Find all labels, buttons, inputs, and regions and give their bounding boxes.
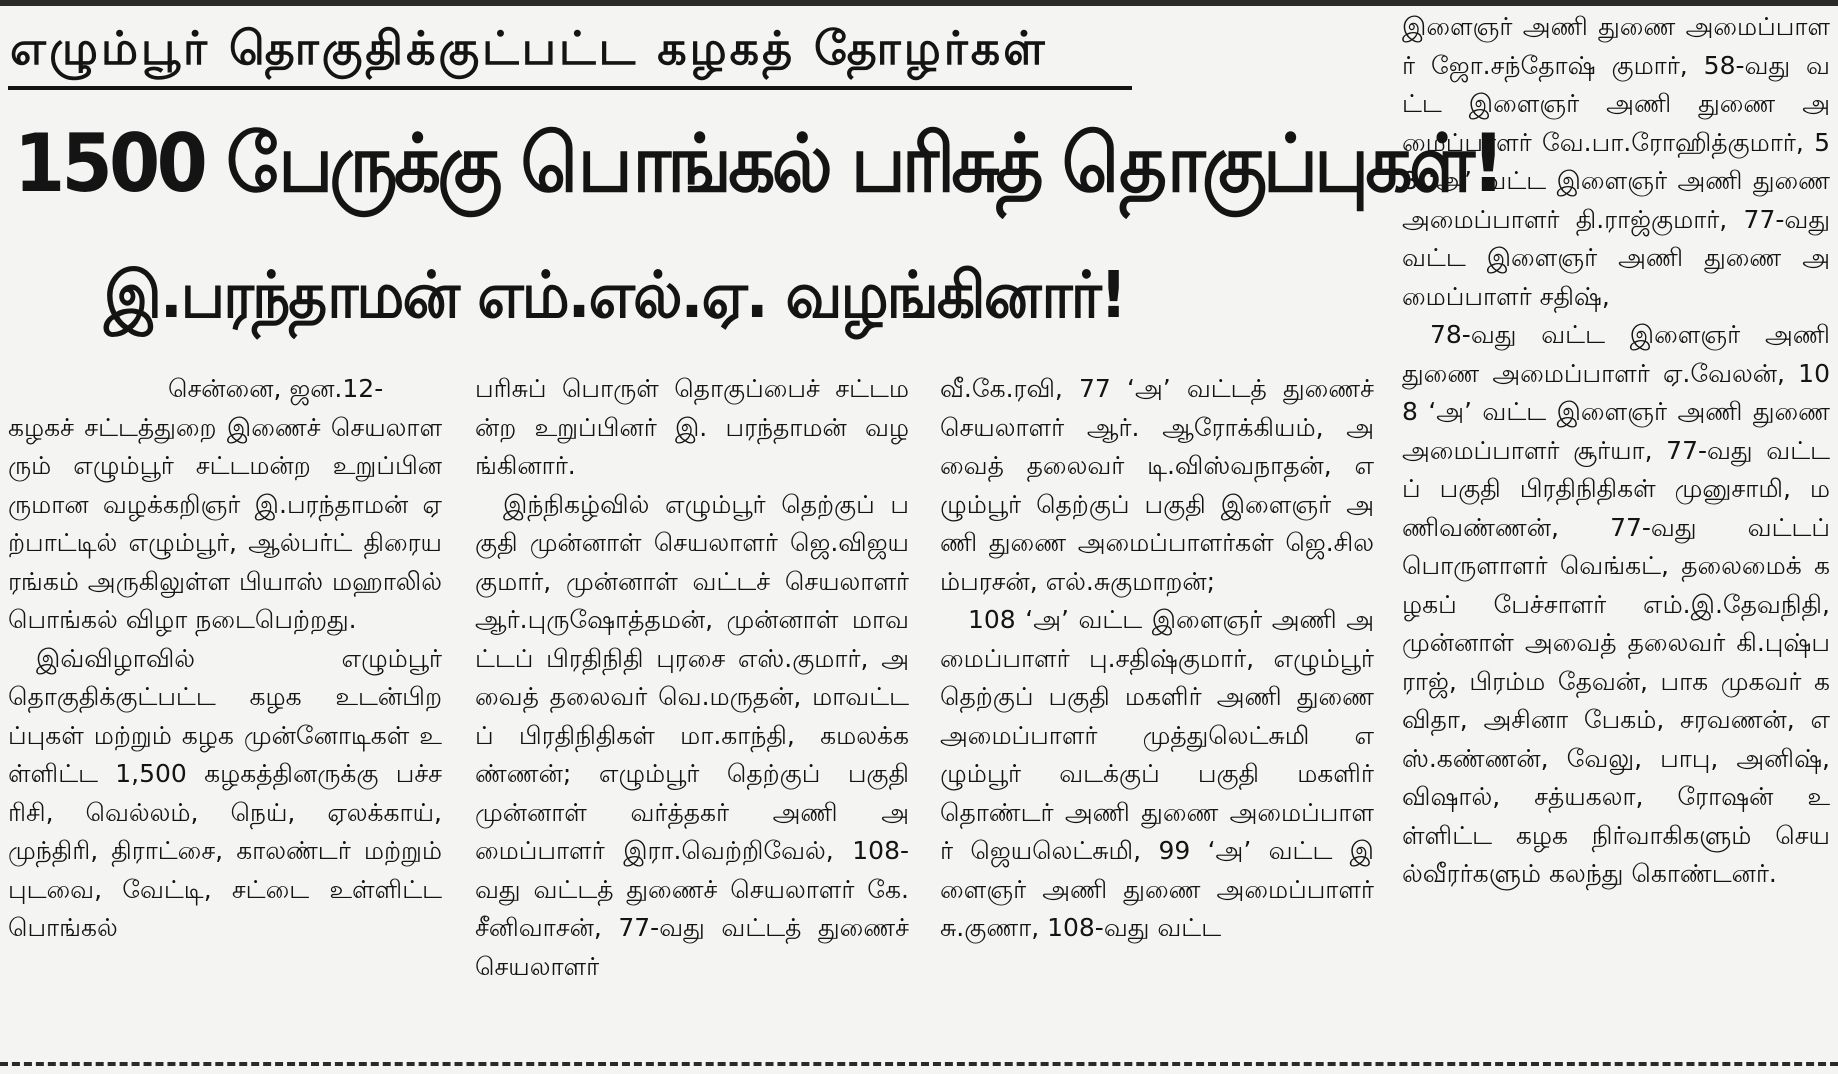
paragraph: இந்நிகழ்வில் எழும்பூர் தெற்குப் பகுதி முன்னாள் செயலாளர் ஜெ.விஜயகுமார், முன்னாள் வட்டச் செயலாளர் ஆர்.புருஷோத்தமன், முன்னாள் மாவட்டப் பிரதிநிதி புரசை எஸ்.குமார், அவைத் தலைவர் வெ.மருதன், மாவட்டப் பிரதிநிதிகள் மா.காந்தி, கமலக்கண்ணன்; எழும்பூர் தெற்குப் பகுதி முன்னாள் வர்த்தகர் அணி அமைப்பாளர் இரா.வெற்றிவேல், 108-வது வட்டத் துணைச் செயலாளர் கே.சீனிவாசன், 77-வது வட்டத் துணைச் செயலாளர் [475,489,909,981]
article-headline: 1500 பேருக்கு பொங்கல் பரிசுத் தொகுப்புகள்! [14,117,1502,210]
body-column-1 [8,370,442,1058]
paragraph: இவ்விழாவில் எழும்பூர் தொகுதிக்குட்பட்ட கழக உடன்பிறப்புகள் மற்றும் கழக முன்னோடிகள் உள்ளிட்ட 1,500 கழகத்தினருக்கு பச்சரிசி, வெல்லம், நெய், ஏலக்காய், முந்திரி, திராட்சை, காலண்டர் மற்றும் புடவை, வேட்டி, சட்டை உள்ளிட்ட பொங்கல் [8,643,442,942]
top-border [0,0,1838,6]
body-column-3 [940,370,1374,1058]
body-column-4 [1402,8,1830,1058]
paragraph: பரிசுப் பொருள் தொகுப்பைச் சட்டமன்ற உறுப்பினர் இ. பரந்தாமன் வழங்கினார். [475,374,909,480]
bottom-dashed-rule [0,1062,1838,1066]
paragraph: 108 ‘அ’ வட்ட இளைஞர் அணி அமைப்பாளர் பு.சதிஷ்குமார், எழும்பூர் தெற்குப் பகுதி மகளிர் அணி துணை அமைப்பாளர் முத்துலெட்சுமி எழும்பூர் வடக்குப் பகுதி மகளிர் தொண்டர் அணி துணை அமைப்பாளர் ஜெயலெட்சுமி, 99 ‘அ’ வட்ட இளைஞர் அணி துணை அமைப்பாளர் சு.குணா, 108-வது வட்ட [940,605,1374,942]
paragraph: இளைஞர் அணி துணை அமைப்பாளர் ஜோ.சந்தோஷ் குமார், 58-வது வட்ட இளைஞர் அணி துணை அமைப்பாளர் வே.பா.ரோஹித்குமார், 58 ‘அ’ வட்ட இளைஞர் அணி துணை அமைப்பாளர் தி.ராஜ்குமார், 77-வது வட்ட இளைஞர் அணி துணை அமைப்பாளர் சதிஷ், [1402,12,1830,311]
paragraph: கழகச் சட்டத்துறை இணைச் செயலாளரும் எழும்பூர் சட்டமன்ற உறுப்பினருமான வழக்கறிஞர் இ.பரந்தாமன் ஏற்பாட்டில் எழும்பூர், ஆல்பர்ட் திரையரங்கம் அருகிலுள்ள பியாஸ் மஹாலில் பொங்கல் விழா நடைபெற்றது. [8,412,442,634]
body-column-2 [475,370,909,1058]
paragraph: 78-வது வட்ட இளைஞர் அணி துணை அமைப்பாளர் ஏ.வேலன், 108 ‘அ’ வட்ட இளைஞர் அணி துணை அமைப்பாளர் சூர்யா, 77-வது வட்டப் பகுதி பிரதிநிதிகள் முனுசாமி, மணிவண்ணன், 77-வது வட்டப் பொருளாளர் வெங்கட், தலைமைக் கழகப் பேச்சாளர் எம்.இ.தேவநிதி, முன்னாள் அவைத் தலைவர் கி.புஷ்பராஜ், பிரம்ம தேவன், பாக முகவர் கவிதா, அசினா பேகம், சரவணன், எஸ்.கண்ணன், வேலு, பாபு, அனிஷ், விஷால், சத்யகலா, ரோஷன் உள்ளிட்ட கழக நிர்வாகிகளும் செயல்வீரர்களும் கலந்து கொண்டனர். [1402,320,1830,888]
dateline: சென்னை, ஜன.12- [168,374,384,403]
kicker-underline [8,86,1132,90]
article-subhead: இ.பரந்தாமன் எம்.எல்.ஏ. வழங்கினார்! [104,259,1126,333]
paragraph: வீ.கே.ரவி, 77 ‘அ’ வட்டத் துணைச் செயலாளர் ஆர். ஆரோக்கியம், அவைத் தலைவர் டி.விஸ்வநாதன், எழும்பூர் தெற்குப் பகுதி இளைஞர் அணி துணை அமைப்பாளர்கள் ஜெ.சிலம்பரசன், எல்.சுகுமாறன்; [940,374,1374,596]
article-kicker: எழும்பூர் தொகுதிக்குட்பட்ட கழகத் தோழர்கள் [10,21,1048,75]
